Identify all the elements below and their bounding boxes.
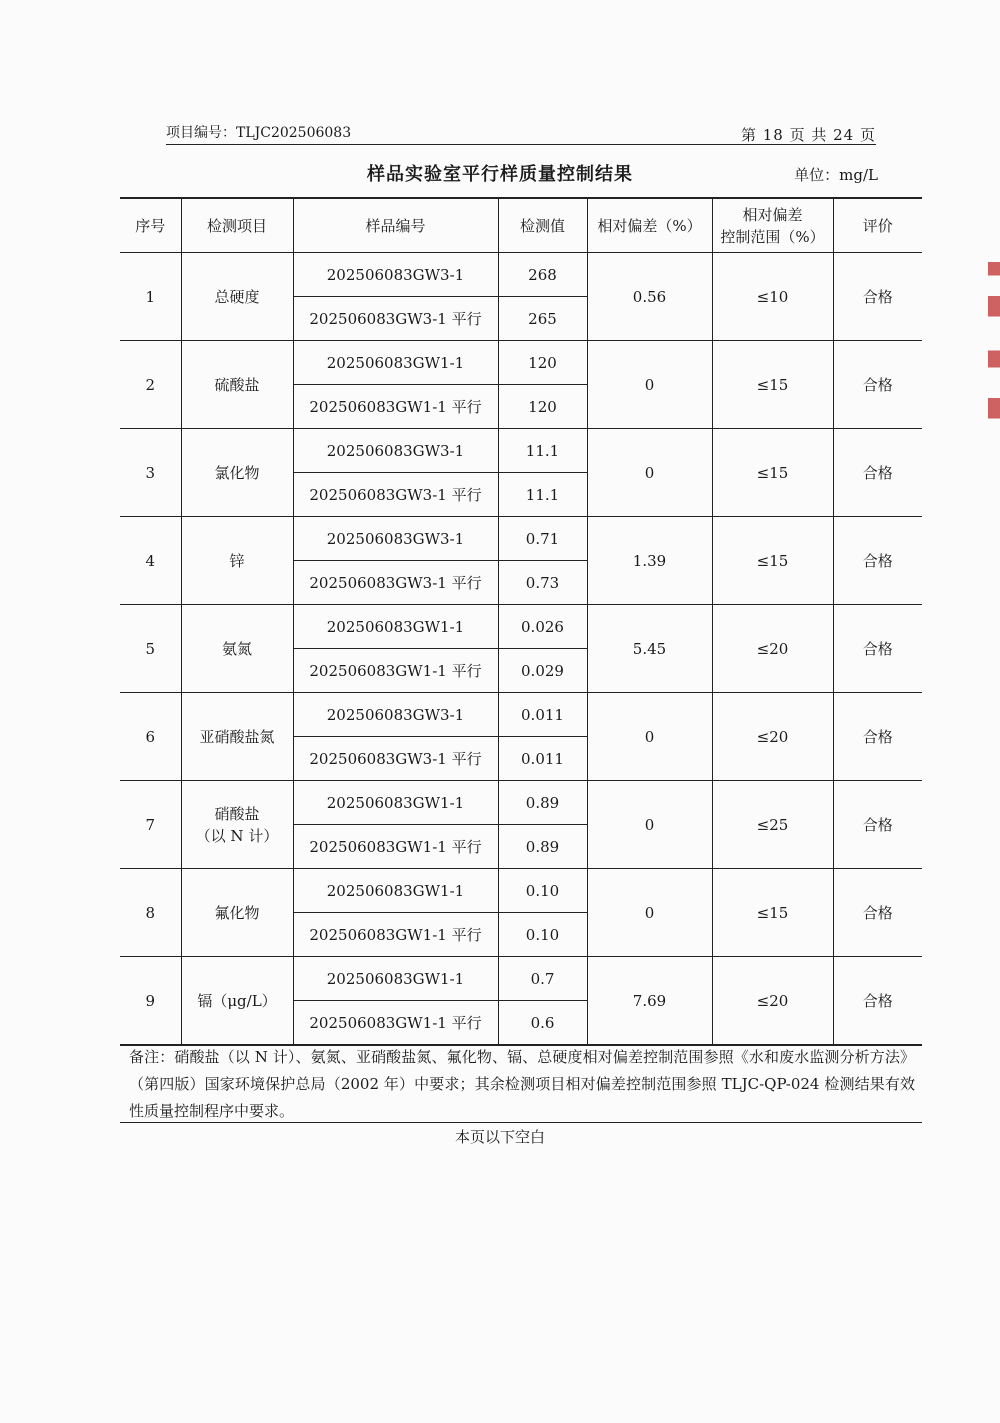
row-eval: 合格 <box>833 957 922 1046</box>
row-eval: 合格 <box>833 693 922 781</box>
row-sample-2: 202506083GW3-1 平行 <box>293 737 498 781</box>
row-value-2: 120 <box>498 385 587 429</box>
row-eval: 合格 <box>833 605 922 693</box>
row-item <box>181 869 293 957</box>
row-rel-dev: 0 <box>587 429 712 517</box>
row-rel-dev: 0 <box>587 781 712 869</box>
table-row <box>120 341 922 385</box>
row-seq: 4 <box>120 517 181 605</box>
row-eval: 合格 <box>833 341 922 429</box>
row-item-name: 硝酸盐 <box>214 804 260 823</box>
row-value-2: 0.6 <box>498 1001 587 1046</box>
seal-stamp-edge <box>988 262 1000 432</box>
row-item <box>181 429 293 517</box>
row-sample-2: 202506083GW1-1 平行 <box>293 385 498 429</box>
row-value-1: 0.011 <box>498 693 587 737</box>
row-item-name: 硫酸盐 <box>214 375 260 394</box>
notes-divider <box>120 1122 922 1123</box>
row-value-1: 0.7 <box>498 957 587 1001</box>
row-range: ≤15 <box>712 429 833 517</box>
table-row <box>120 605 922 649</box>
row-sample-1: 202506083GW1-1 <box>293 869 498 913</box>
table-row <box>120 869 922 913</box>
row-rel-dev: 0 <box>587 869 712 957</box>
row-seq: 5 <box>120 605 181 693</box>
row-eval: 合格 <box>833 429 922 517</box>
header-value: 检测值 <box>498 198 587 253</box>
header-range-line2: 控制范围（%） <box>720 227 825 246</box>
table-header-row <box>120 198 922 253</box>
row-item-name: 镉（μg/L） <box>197 991 277 1010</box>
row-sample-1: 202506083GW3-1 <box>293 693 498 737</box>
header-sample: 样品编号 <box>293 198 498 253</box>
row-seq: 1 <box>120 253 181 341</box>
row-eval: 合格 <box>833 869 922 957</box>
row-range: ≤20 <box>712 693 833 781</box>
header-range <box>712 198 833 253</box>
row-sample-2: 202506083GW1-1 平行 <box>293 649 498 693</box>
row-range: ≤25 <box>712 781 833 869</box>
row-seq: 8 <box>120 869 181 957</box>
row-range: ≤20 <box>712 957 833 1046</box>
row-value-2: 0.011 <box>498 737 587 781</box>
row-sample-2: 202506083GW3-1 平行 <box>293 561 498 605</box>
row-item-name: 氨氮 <box>221 639 252 658</box>
table-row <box>120 429 922 473</box>
row-value-2: 0.029 <box>498 649 587 693</box>
row-seq: 2 <box>120 341 181 429</box>
row-value-2: 0.73 <box>498 561 587 605</box>
unit-label: 单位：mg/L <box>794 166 878 184</box>
row-item <box>181 957 293 1046</box>
header-seq: 序号 <box>120 198 181 253</box>
row-value-1: 0.89 <box>498 781 587 825</box>
row-sample-1: 202506083GW3-1 <box>293 429 498 473</box>
row-value-2: 0.10 <box>498 913 587 957</box>
table-row <box>120 693 922 737</box>
row-value-1: 268 <box>498 253 587 297</box>
row-item <box>181 517 293 605</box>
row-eval: 合格 <box>833 517 922 605</box>
row-item-note: （以 N 计） <box>195 826 279 845</box>
row-value-1: 11.1 <box>498 429 587 473</box>
row-eval: 合格 <box>833 253 922 341</box>
notes: 备注：硝酸盐（以 N 计）、氨氮、亚硝酸盐氮、氟化物、镉、总硬度相对偏差控制范围参照《水和废水监测分析方法》（第四版）国家环境保护总局（2002 年）中要求；其余检测项目相对偏差控制范围参照 TLJC-QP-024 检测结果有效性质量控制程序中要求。 <box>129 1048 915 1120</box>
row-value-2: 0.89 <box>498 825 587 869</box>
row-sample-1: 202506083GW1-1 <box>293 341 498 385</box>
row-item <box>181 253 293 341</box>
project-number: 项目编号：TLJC202506083 <box>166 125 352 141</box>
row-seq: 3 <box>120 429 181 517</box>
table-row <box>120 517 922 561</box>
row-item-name: 锌 <box>229 551 245 570</box>
header-eval: 评价 <box>833 198 922 253</box>
row-sample-1: 202506083GW3-1 <box>293 253 498 297</box>
row-item <box>181 605 293 693</box>
end-of-page-text: 本页以下空白 <box>454 1128 545 1146</box>
row-sample-2: 202506083GW1-1 平行 <box>293 913 498 957</box>
row-sample-1: 202506083GW1-1 <box>293 957 498 1001</box>
page-info: 第 18 页 共 24 页 <box>740 126 876 144</box>
header-item: 检测项目 <box>181 198 293 253</box>
row-sample-2: 202506083GW3-1 平行 <box>293 473 498 517</box>
header-divider <box>166 144 876 145</box>
row-value-1: 0.026 <box>498 605 587 649</box>
row-rel-dev: 0 <box>587 693 712 781</box>
row-sample-2: 202506083GW1-1 平行 <box>293 1001 498 1046</box>
row-seq: 9 <box>120 957 181 1046</box>
row-value-1: 0.71 <box>498 517 587 561</box>
row-item-name: 氟化物 <box>214 903 260 922</box>
row-item-name: 氯化物 <box>214 463 260 482</box>
header-range-line1: 相对偏差 <box>742 205 803 224</box>
row-item <box>181 693 293 781</box>
row-sample-1: 202506083GW1-1 <box>293 781 498 825</box>
row-range: ≤10 <box>712 253 833 341</box>
qc-results-table <box>120 197 922 1046</box>
row-item-name: 总硬度 <box>214 287 260 306</box>
row-rel-dev: 0 <box>587 341 712 429</box>
row-item <box>181 781 293 869</box>
row-eval: 合格 <box>833 781 922 869</box>
table-row <box>120 253 922 297</box>
row-rel-dev: 1.39 <box>587 517 712 605</box>
row-range: ≤15 <box>712 869 833 957</box>
row-range: ≤15 <box>712 517 833 605</box>
row-sample-2: 202506083GW1-1 平行 <box>293 825 498 869</box>
row-rel-dev: 7.69 <box>587 957 712 1046</box>
row-sample-1: 202506083GW3-1 <box>293 517 498 561</box>
page-title: 样品实验室平行样质量控制结果 <box>367 164 633 185</box>
row-value-1: 0.10 <box>498 869 587 913</box>
row-value-2: 11.1 <box>498 473 587 517</box>
row-sample-2: 202506083GW3-1 平行 <box>293 297 498 341</box>
row-seq: 6 <box>120 693 181 781</box>
row-value-1: 120 <box>498 341 587 385</box>
row-sample-1: 202506083GW1-1 <box>293 605 498 649</box>
row-seq: 7 <box>120 781 181 869</box>
row-rel-dev: 0.56 <box>587 253 712 341</box>
header-rel-dev: 相对偏差（%） <box>587 198 712 253</box>
table-row <box>120 781 922 825</box>
row-range: ≤20 <box>712 605 833 693</box>
row-value-2: 265 <box>498 297 587 341</box>
row-rel-dev: 5.45 <box>587 605 712 693</box>
table-row <box>120 957 922 1001</box>
row-item <box>181 341 293 429</box>
row-range: ≤15 <box>712 341 833 429</box>
row-item-name: 亚硝酸盐氮 <box>199 727 275 746</box>
